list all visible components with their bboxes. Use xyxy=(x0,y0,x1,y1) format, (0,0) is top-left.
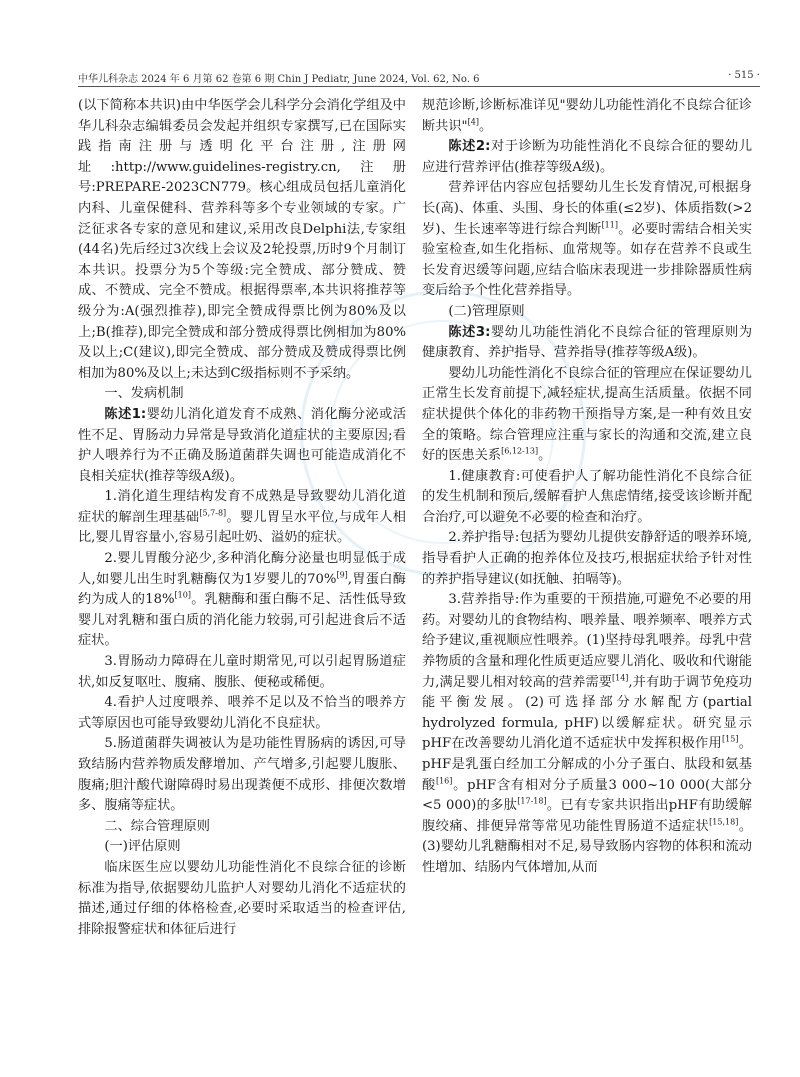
section-heading-management: 二、综合管理原则 xyxy=(104,818,210,834)
paragraph-feeding: 4.看护人过度喂养、喂养不足以及不恰当的喂养方式等原因也可能导致婴幼儿消化不良症状。 xyxy=(78,695,406,731)
citation[interactable]: [10] xyxy=(174,590,191,600)
paragraph-anatomy xyxy=(78,487,406,549)
text: 。已有专家共识指出pHF有助缓解腹绞痛、排便异常等常见功能性胃肠道不适症状 xyxy=(422,798,752,834)
statement-text: 婴幼儿功能性消化不良综合征的管理原则为健康教育、养护指导、营养指导(推荐等级A级)。 xyxy=(422,324,752,361)
citation[interactable]: [17-18] xyxy=(517,796,547,806)
subsection-heading-assessment: (一)评估原则 xyxy=(104,839,181,855)
right-column xyxy=(422,96,752,1026)
text: 3.营养指导:作为重要的干预措施,可避免不必要的用药。对婴幼儿的食物结构、喂养量、喂养频率、喂养方式给予建议,重视顺应性喂养。(1)坚持母乳喂养。母乳中营养物质的含量和理化性质更适应婴儿消化、吸收和代谢能力,满足婴儿相对较高的营养需要 xyxy=(422,592,752,690)
text: 1.消化道生理结构发育不成熟是导致婴幼儿消化道症状的解剖生理基础 xyxy=(78,489,406,525)
section-heading-pathogenesis: 一、发病机制 xyxy=(104,386,184,402)
paragraph-nutrition-guidance xyxy=(422,590,752,878)
citation[interactable]: [6,12-13] xyxy=(501,446,539,456)
text: 。 xyxy=(478,118,493,134)
subsection-heading-management-principles: (二)管理原则 xyxy=(448,303,525,319)
text: 。pHF是乳蛋白经加工分解成的小分子蛋白、肽段和氨基酸 xyxy=(422,736,752,793)
text: ,胃蛋白酶约为成人的18% xyxy=(78,571,406,608)
citation[interactable]: [4] xyxy=(467,117,479,127)
text: 规范诊断,诊断标准详见"婴幼儿功能性消化不良综合征诊断共识" xyxy=(422,98,752,134)
citation[interactable]: [15,18] xyxy=(709,817,739,827)
citation[interactable]: [9] xyxy=(336,570,348,580)
statement-3 xyxy=(422,323,752,364)
left-column xyxy=(78,96,406,1026)
text: 营养评估内容应包括婴幼儿生长发育情况,可根据身长(高)、体重、头围、身长的体重(≤2岁)、体质指数(>2岁)、生长速率等进行综合判断 xyxy=(422,180,752,237)
text: ,并有助于调节免疫功能平衡发展。(2)可选择部分水解配方(partial hydrolyzed formula, pHF)以缓解症状。研究显示pHF在改善婴幼儿消化道不适症状中发挥积极作用 xyxy=(422,674,752,752)
paragraph-motility: 3.胃肠动力障碍在儿童时期常见,可以引起胃肠道症状,如反复呕吐、腹痛、腹胀、便秘或稀便。 xyxy=(78,654,406,690)
paragraph-assessment: 临床医生应以婴幼儿功能性消化不良综合征的诊断标准为指导,依据婴幼儿监护人对婴幼儿消化不适症状的描述,通过仔细的体格检查,必要时采取适当的检查评估,排除报警症状和体征后进行 xyxy=(78,859,406,937)
statement-text: 对于诊断为功能性消化不良综合征的婴幼儿应进行营养评估(推荐等级A级)。 xyxy=(422,139,752,175)
text: 。必要时需结合相关实验室检查,如生化指标、血常规等。如存在营养不良或生长发育迟缓等问题,应结合临床表现进一步排除器质性病变后给予个性化营养指导。 xyxy=(422,221,752,299)
header-rule xyxy=(78,86,760,87)
paragraph-health-education: 1.健康教育:可使看护人了解功能性消化不良综合征的发生机制和预后,缓解看护人焦虑情绪,接受该诊断并配合治疗,可以避免不必要的检查和治疗。 xyxy=(422,468,752,525)
text: 。婴儿胃呈水平位,与成年人相比,婴儿胃容量小,容易引起吐奶、溢奶的症状。 xyxy=(78,509,406,546)
statement-text: 婴幼儿消化道发育不成熟、消化酶分泌或活性不足、胃肠动力异常是导致消化道症状的主要原因;看护人喂养行为不正确及肠道菌群失调也可能造成消化不良相关症状(推荐等级A级)。 xyxy=(78,406,406,484)
text: 2.婴儿胃酸分泌少,多种消化酶分泌量也明显低于成人,如婴儿出生时乳糖酶仅为1岁婴儿的70% xyxy=(78,551,406,587)
paragraph-nutrition-assessment xyxy=(422,178,752,302)
citation[interactable]: [11] xyxy=(601,220,618,230)
paragraph-diagnosis xyxy=(422,96,752,137)
page-number: · 515 · xyxy=(728,70,760,81)
paragraph-microbiota: 5.肠道菌群失调被认为是功能性胃肠病的诱因,可导致结肠内营养物质发酵增加、产气增多,引起婴儿腹胀、腹痛;胆汁酸代谢障碍时易出现粪便不成形、排便次数增多、腹痛等症状。 xyxy=(78,736,406,814)
text: 婴幼儿功能性消化不良综合征的管理应在保证婴幼儿正常生长发育前提下,减轻症状,提高生活质量。依据不同症状提供个体化的非药物干预指导方案,是一种有效且安全的策略。综合管理应注重与家长的沟通和交流,建立良好的医患关系 xyxy=(422,365,752,464)
text: 。 xyxy=(538,448,552,464)
paragraph-consensus-method: (以下简称本共识)由中华医学会儿科学分会消化学组及中华儿科杂志编辑委员会发起并组织专家撰写,已在国际实践指南注册与透明化平台注册,注册网址:http://www.guidelines-registry.cn,注册号:PREPARE-2023CN779。核心组成员包括儿童消化内科、儿童保健科、营养科等多个专业领域的专家。广泛征求各专家的意见和建议,采用改良Delphi法,专家组(44名)先后经过3次线上会议及2轮投票,历时9个月制订本共识。投票分为5个等级:完全赞成、部分赞成、赞成、不赞成、完全不赞成。根据得票率,本共识将推荐等级分为:A(强烈推荐),即完全赞成得票比例为80%及以上;B(推荐),即完全赞成和部分赞成得票比例相加为80%及以上;C(建议),即完全赞成、部分赞成及赞成得票比例相加为80%及以上;未达到C级指标则不予采纳。 xyxy=(78,98,406,381)
citation[interactable]: [14] xyxy=(611,673,629,683)
citation[interactable]: [5,7-8] xyxy=(199,508,227,518)
paragraph-enzymes xyxy=(78,549,406,652)
text: 。(3)婴幼儿乳糖酶相对不足,易导致肠内容物的体积和流动性增加、结肠内气体增加,从而 xyxy=(422,818,752,875)
journal-citation: 中华儿科杂志 2024 年 6 月第 62 卷第 6 期 Chin J Pediatr, June 2024, Vol. 62, No. 6 xyxy=(78,74,480,85)
citation[interactable]: [15] xyxy=(722,735,739,745)
paragraph-care-guidance: 2.养护指导:包括为婴幼儿提供安静舒适的喂养环境,指导看护人正确的抱养体位及技巧,根据症状给予针对性的养护指导建议(如抚触、拍嗝等)。 xyxy=(422,530,752,587)
text: 。pHF含有相对分子质量3 000~10 000(大部分<5 000)的多肽 xyxy=(422,777,752,814)
statement-1 xyxy=(78,405,406,487)
statement-label: 陈述1: xyxy=(104,406,147,422)
statement-label: 陈述2: xyxy=(448,139,491,155)
paragraph-management xyxy=(422,364,752,467)
text: 。乳糖酶和蛋白酶不足、活性低导致婴儿对乳糖和蛋白质的消化能力较弱,可引起进食后不适症状。 xyxy=(78,592,406,649)
running-header xyxy=(78,70,760,90)
statement-2 xyxy=(422,137,752,178)
statement-label: 陈述3: xyxy=(448,324,491,340)
citation[interactable]: [16] xyxy=(435,776,453,786)
